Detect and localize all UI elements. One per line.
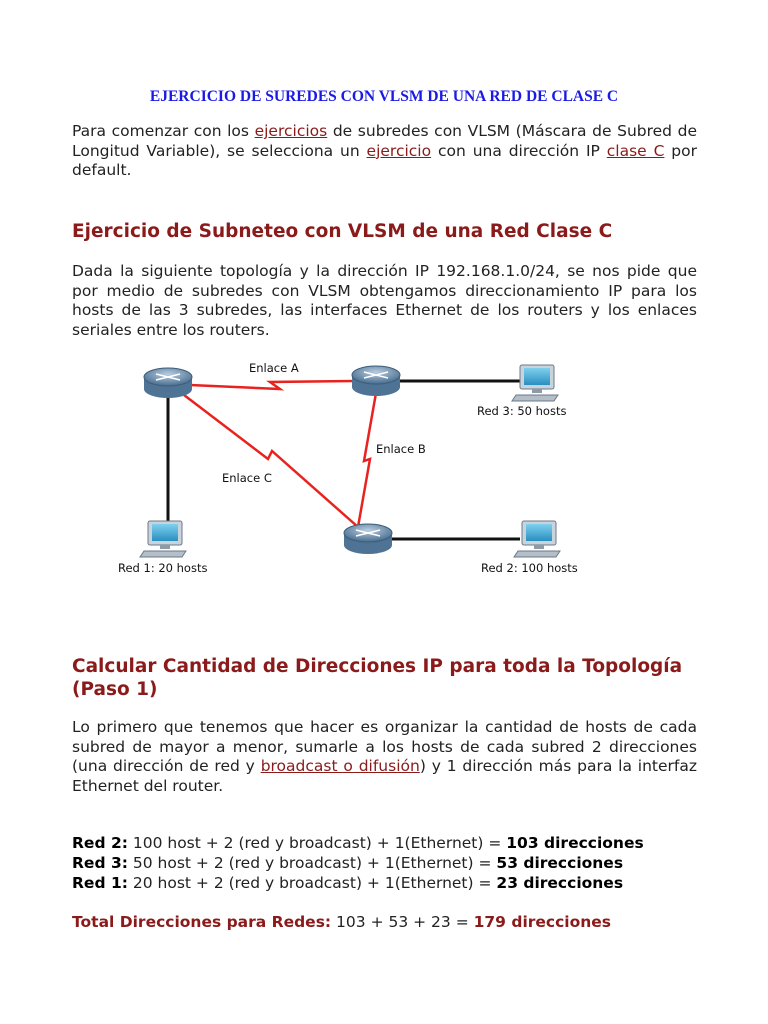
calc-label: Red 1: xyxy=(72,874,128,892)
topology-paragraph: Dada la siguiente topología y la dirección IP 192.168.1.0/24, se nos pide que por medio de subredes con VLSM obtengamos direccionamiento IP para los hosts de las 3 subredes, las interfaces Ethernet de los routers y los enlaces seriales entre los routers. xyxy=(72,262,697,340)
calc-label: Red 2: xyxy=(72,834,128,852)
pc-red2-icon xyxy=(514,521,560,557)
clase-c-link[interactable]: clase C xyxy=(606,141,665,160)
broadcast-link[interactable]: broadcast o difusión xyxy=(260,757,420,776)
intro-text: por default. xyxy=(72,141,697,180)
serial-link-enlace-c xyxy=(184,395,358,527)
router-1-icon xyxy=(144,368,192,398)
total-expr: 103 + 53 + 23 = xyxy=(331,913,474,931)
pc-red1-icon xyxy=(140,521,186,557)
ejercicio-link[interactable]: ejercicio xyxy=(366,141,432,160)
calc-expr: 100 host + 2 (red y broadcast) + 1(Ethernet) = xyxy=(127,834,507,852)
calc-result: 23 direcciones xyxy=(496,874,624,892)
pc-red3-icon xyxy=(512,365,558,401)
organize-text: ) y 1 dirección más para la interfaz Ethernet del router. xyxy=(72,757,697,796)
ejercicios-link[interactable]: ejercicios xyxy=(254,122,328,140)
serial-link-enlace-a xyxy=(190,381,354,389)
router-3-icon xyxy=(344,524,392,554)
total-result: 179 direcciones xyxy=(473,913,612,931)
calc-result: 103 direcciones xyxy=(506,834,644,852)
enlace-a-label: Enlace A xyxy=(249,361,299,375)
calc-line-red3 xyxy=(72,854,712,874)
section-heading-subneteo: Ejercicio de Subneteo con VLSM de una Red Clase C xyxy=(72,221,613,242)
router-2-icon xyxy=(352,366,400,396)
red1-label: Red 1: 20 hosts xyxy=(118,561,208,575)
organize-paragraph xyxy=(72,718,697,797)
organize-text: Lo primero que tenemos que hacer es organizar la cantidad de hosts de cada subred de mayor a menor, sumarle a los hosts de cada subred 2 direcciones (una dirección de red y xyxy=(72,718,697,776)
red3-label: Red 3: 50 hosts xyxy=(477,404,567,418)
enlace-b-label: Enlace B xyxy=(376,442,426,456)
intro-text: Para comenzar con los xyxy=(72,122,255,140)
calc-expr: 50 host + 2 (red y broadcast) + 1(Ethernet) = xyxy=(127,854,497,872)
calc-expr: 20 host + 2 (red y broadcast) + 1(Ethernet) = xyxy=(127,874,497,892)
total-label: Total Direcciones para Redes: xyxy=(72,913,332,931)
calc-line-red1 xyxy=(72,874,712,894)
intro-text: con una dirección IP xyxy=(431,141,607,160)
calc-label: Red 3: xyxy=(72,854,128,872)
enlace-c-label: Enlace C xyxy=(222,471,272,485)
section-heading-calcular: Calcular Cantidad de Direcciones IP para toda la Topología (Paso 1) xyxy=(72,656,683,700)
red2-label: Red 2: 100 hosts xyxy=(481,561,578,575)
total-line xyxy=(72,913,712,931)
intro-paragraph xyxy=(72,122,697,181)
serial-link-enlace-b xyxy=(358,393,376,527)
intro-text: de subredes con VLSM (Máscara de Subred de Longitud Variable), se selecciona un xyxy=(72,122,697,160)
network-topology-diagram xyxy=(100,355,620,585)
document-title: EJERCICIO DE SUREDES CON VLSM DE UNA RED DE CLASE C xyxy=(149,88,619,105)
calc-result: 53 direcciones xyxy=(496,854,624,872)
calc-line-red2 xyxy=(72,834,712,854)
